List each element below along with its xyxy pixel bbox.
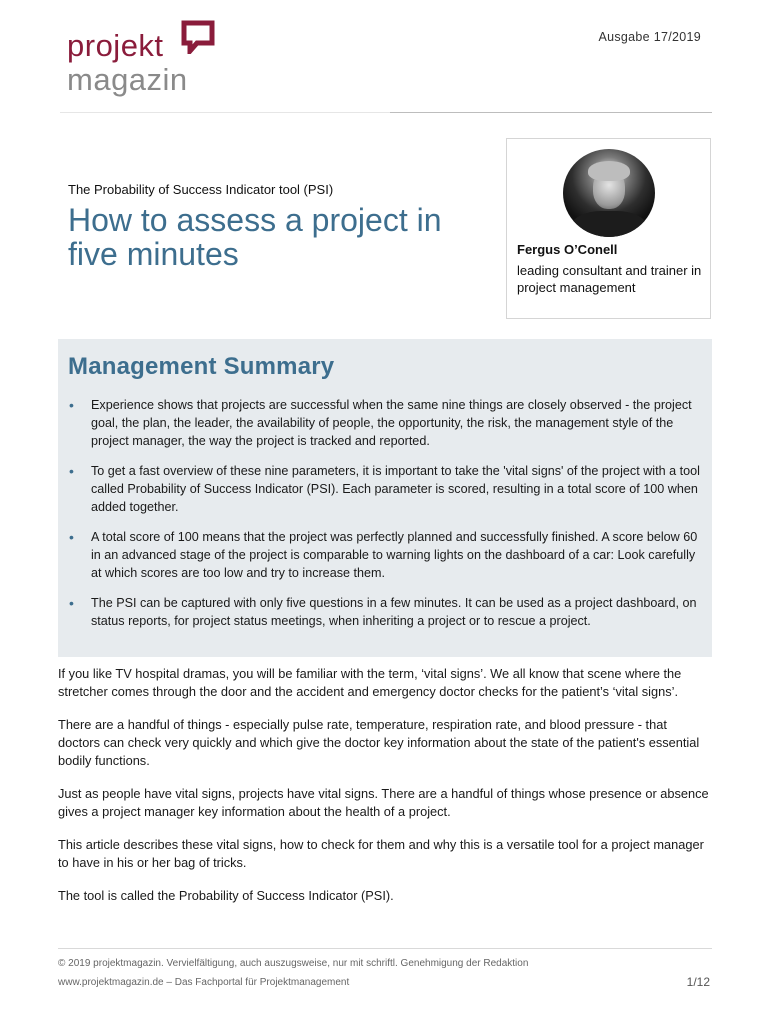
article-body — [58, 665, 712, 920]
footer-copyright: © 2019 projektmagazin. Vervielfältigung, auch auszugsweise, nur mit schriftl. Genehmigung der Redaktion — [58, 958, 529, 969]
logo-word-projekt: projekt — [67, 28, 164, 63]
summary-bullet: • A total score of 100 means that the project was perfectly planned and successfully finished. A score below 60 in an advanced stage of the project is comparable to warning lights on the dashboard of a car: Look carefully at which scores are too low and try to increase them. — [69, 529, 698, 580]
bullet-icon: • — [69, 397, 74, 413]
summary-list — [58, 396, 712, 642]
body-paragraph: If you like TV hospital dramas, you will be familiar with the term, ‘vital signs’. We all know that scene where the stretcher comes through the door and the accident and emergency doctor checks for the patient’s ‘vital signs’. — [58, 666, 682, 699]
issue-number: Ausgabe 17/2019 — [598, 30, 701, 44]
management-summary — [58, 339, 712, 657]
author-name: Fergus O’Conell — [517, 242, 618, 257]
body-paragraph: Just as people have vital signs, projects have vital signs. There are a handful of things whose presence or absence gives a project manager key information about the health of a project. — [58, 786, 709, 819]
author-description: leading consultant and trainer in project management — [517, 263, 702, 295]
author-avatar — [563, 149, 655, 237]
summary-bullet: • The PSI can be captured with only five questions in a few minutes. It can be used as a project dashboard, on status reports, for project status meetings, when inheriting a project or to rescue a project. — [69, 595, 697, 628]
summary-heading: Management Summary — [68, 353, 335, 380]
footer-divider — [58, 948, 712, 949]
author-box — [506, 138, 711, 319]
logo-word-magazin: magazin — [67, 62, 188, 97]
article-kicker: The Probability of Success Indicator tool (PSI) — [68, 182, 334, 197]
bullet-icon: • — [69, 463, 74, 479]
body-paragraph: There are a handful of things - especially pulse rate, temperature, respiration rate, and blood pressure - that doctors can check very quickly and which give the doctor key information about the state of the patient's essential bodily functions. — [58, 717, 700, 768]
body-paragraph: The tool is called the Probability of Success Indicator (PSI). — [58, 888, 394, 903]
projektmagazin-logo[interactable] — [67, 20, 227, 100]
page-number: 1/12 — [686, 975, 710, 989]
body-paragraph: This article describes these vital signs, how to check for them and why this is a versatile tool for a project manager to have in his or her bag of tricks. — [58, 837, 704, 870]
article-title: How to assess a project in five minutes — [68, 202, 442, 272]
header-divider — [390, 112, 712, 113]
summary-bullet: • To get a fast overview of these nine parameters, it is important to take the 'vital signs' of the project with a tool called Probability of Success Indicator (PSI). Each parameter is scored, resulting in a total score of 100 when added together. — [69, 463, 700, 514]
bullet-icon: • — [69, 529, 74, 545]
footer-site-link[interactable]: www.projektmagazin.de – Das Fachportal für Projektmanagement — [58, 977, 350, 988]
summary-bullet: • Experience shows that projects are successful when the same nine things are closely observed - the project goal, the plan, the leader, the availability of people, the opportunity, the risk, the management style of the project manager, the way the project is tracked and reported. — [69, 397, 692, 448]
header-divider-light — [60, 112, 390, 113]
speech-bubble-icon — [181, 20, 215, 54]
bullet-icon: • — [69, 595, 74, 611]
